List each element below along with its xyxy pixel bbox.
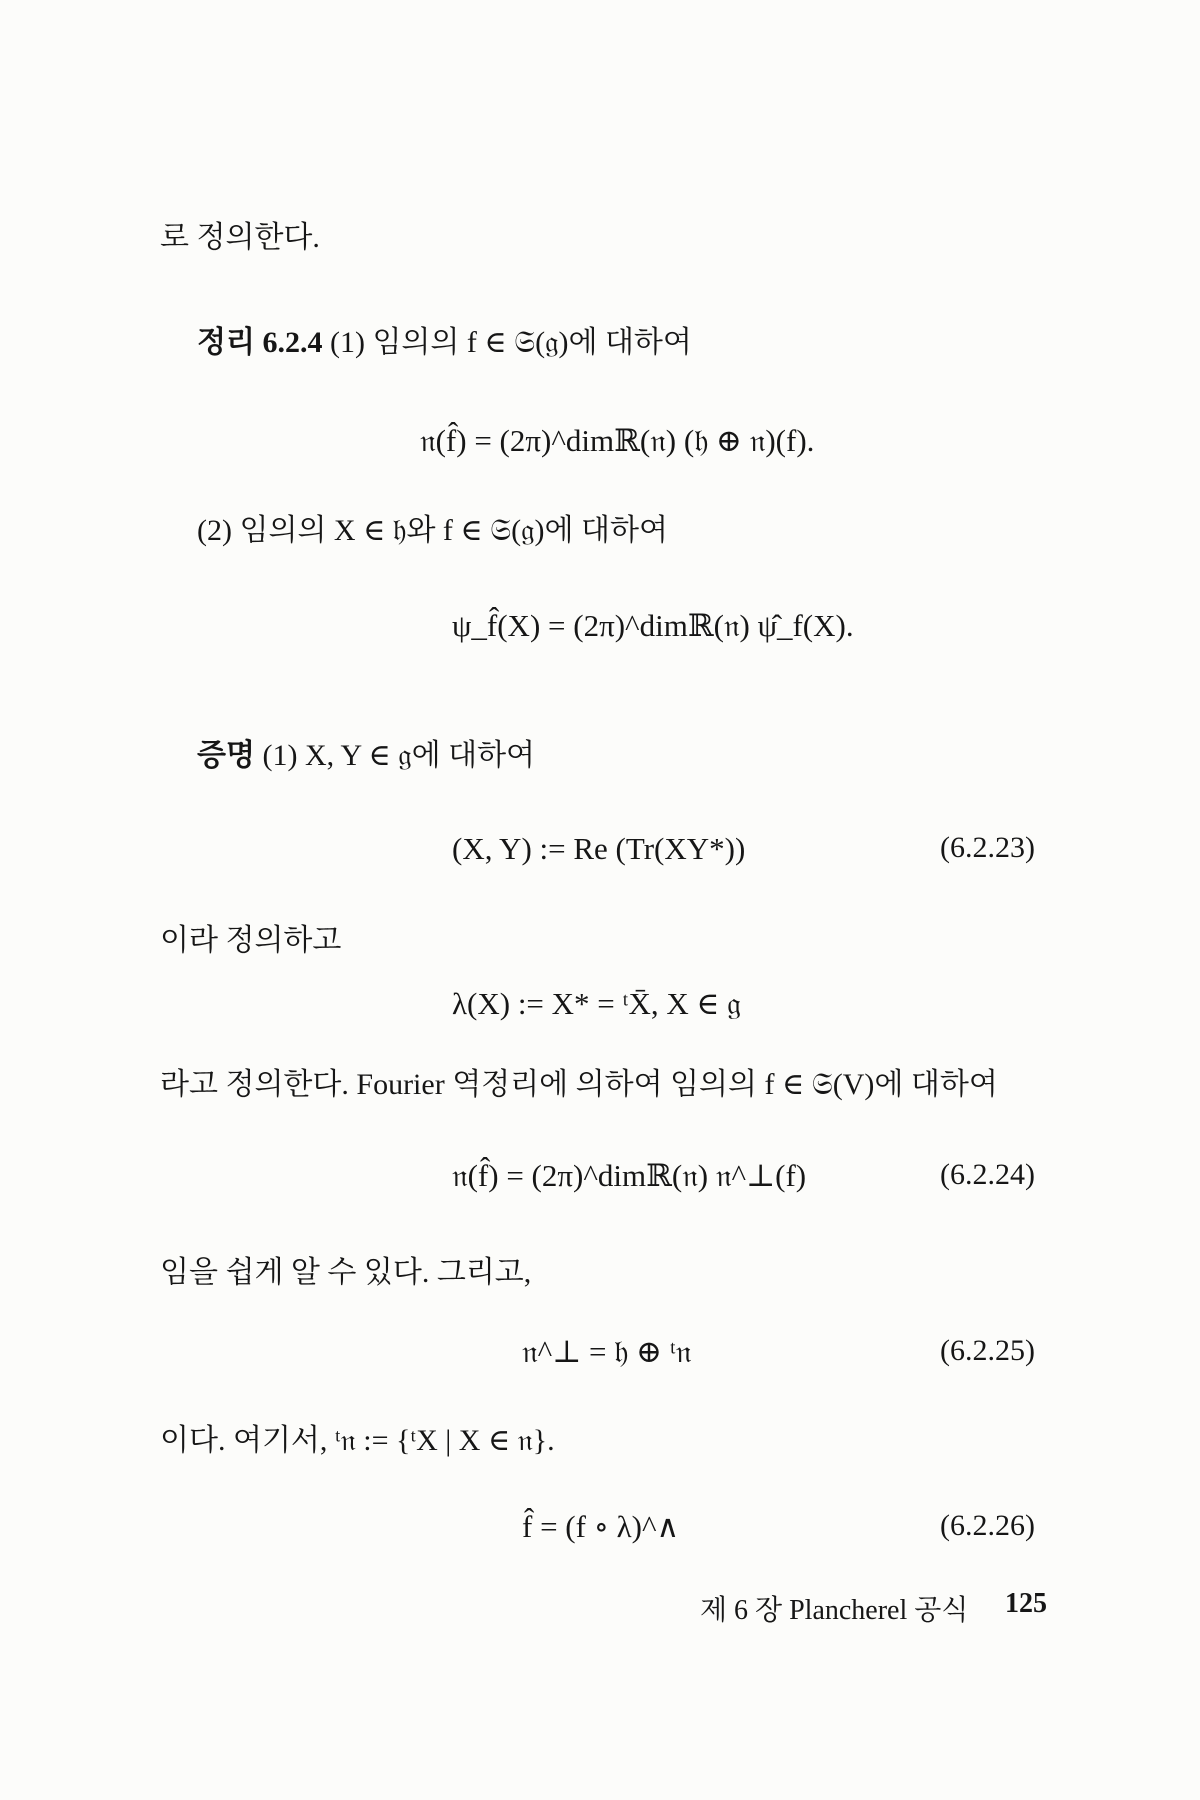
equation: 𝔫^⊥ = 𝔥 ⊕ ᵗ𝔫: [522, 1334, 692, 1369]
equation: (X, Y) := Re (Tr(XY*)): [452, 831, 746, 866]
text-line: 라고 정의한다. Fourier 역정리에 의하여 임의의 f ∈ 𝔖(V)에 대하여: [160, 1068, 998, 1101]
equation: λ(X) := X* = ᵗX̄, X ∈ 𝔤: [452, 986, 741, 1021]
equation: f̂ = (f ∘ λ)^∧: [522, 1509, 680, 1544]
proof-heading: [197, 738, 535, 774]
proof-part1: (1) X, Y ∈ 𝔤에 대하여: [262, 739, 536, 772]
equation-number: (6.2.23): [940, 831, 1035, 864]
equation: 𝔫(f̂) = (2π)^dimℝ(𝔫) 𝔫^⊥(f): [452, 1158, 807, 1193]
proof-label: 증명: [197, 739, 255, 772]
theorem-part2: (2) 임의의 X ∈ 𝔥와 f ∈ 𝔖(𝔤)에 대하여: [197, 514, 668, 547]
text-line: 이라 정의하고: [160, 924, 342, 957]
equation: 𝔫(f̂) = (2π)^dimℝ(𝔫) (𝔥 ⊕ 𝔫)(f).: [420, 423, 815, 458]
equation-number: (6.2.24): [940, 1158, 1035, 1191]
theorem-heading: [197, 325, 692, 361]
text-line: 이다. 여기서, ᵗ𝔫 := {ᵗX | X ∈ 𝔫}.: [160, 1424, 555, 1457]
page-number: 125: [1005, 1588, 1047, 1619]
equation-number: (6.2.25): [940, 1334, 1035, 1367]
theorem-part1: (1) 임의의 f ∈ 𝔖(𝔤)에 대하여: [329, 326, 692, 359]
equation: ψ_f̂(X) = (2π)^dimℝ(𝔫) ψ̂_f(X).: [452, 608, 854, 643]
equation-number: (6.2.26): [940, 1509, 1035, 1542]
theorem-label: 정리 6.2.4: [197, 326, 323, 359]
running-footer-chapter: 제 6 장 Plancherel 공식: [700, 1595, 969, 1626]
text-line: 임을 쉽게 알 수 있다. 그리고,: [160, 1256, 532, 1289]
text-line: 로 정의한다.: [160, 221, 320, 254]
